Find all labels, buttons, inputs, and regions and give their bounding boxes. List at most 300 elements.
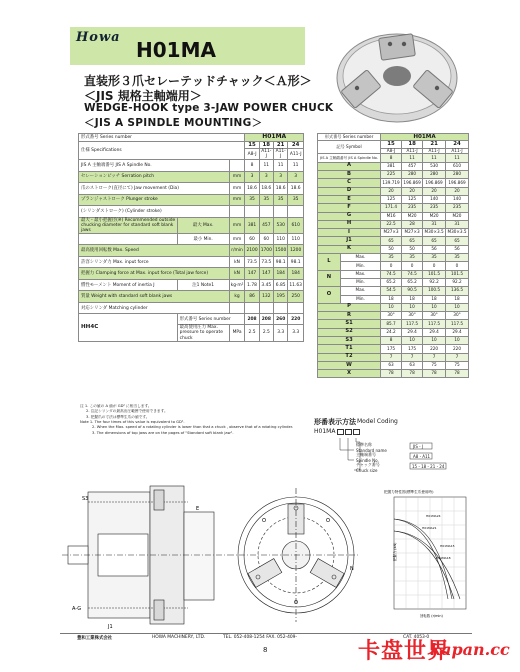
dim-row-symbol: L [318,254,341,271]
dim-row-value: 0 [423,262,446,270]
dim-row-symbol: N [318,270,341,287]
dim-row-value: 56 [423,245,446,253]
mc-line-2: チャック番号 Chuck size [356,462,380,473]
model-code-text: H01MA [314,428,336,435]
dim-row-value: 0 [402,262,423,270]
cyl-name: HH4C [79,314,178,341]
dim-row-value: 235 [446,204,469,212]
dim-row-symbol: S2 [318,328,381,336]
dim-row [318,254,469,262]
spec-row-label: 把握力 Clamping force at Max. input force (Total jaw force) [79,268,230,280]
spec-row-value: 18.6 [245,183,259,195]
spec-row-value: 35 [288,194,304,206]
spec-row-value: 3 [259,171,273,183]
spec-row-value [288,302,304,314]
dim-row [318,187,469,195]
dim-row-value: 381 [381,162,402,170]
dim-row [318,162,469,170]
dim-row-value: 75 [446,361,469,369]
dim-row-value: 280 [402,171,423,179]
spec-row-value [274,206,288,218]
dim-row-symbol: J1 [318,237,381,245]
spec-row-value: 60 [245,233,259,245]
spec-row-value: 73.5 [259,256,273,268]
spec-row-value: 184 [274,268,288,280]
spec-row-value [288,206,304,218]
model-coding-leaders [314,428,474,480]
dim-row-value: 225 [381,171,402,179]
spec-row-unit [229,160,245,172]
dim-row-value: 100.5 [423,287,446,295]
spec-row-label: 慣性モーメント Moment of inertia J [79,279,178,291]
dim-row-value: 50 [381,245,402,253]
graph-line-label: H01MA24 [426,514,441,518]
dim-row-symbol: S3 [318,336,381,344]
graph-line-label: H01MA15 [440,544,455,548]
dim-row-symbol: H [318,220,381,228]
dim-row-symbol: JIS A 主軸端番号 JIS A Spindle No. [318,154,381,162]
note-line: 3. The dimensions of top jaws are on the pages of "Standard soft blank jaw". [92,430,234,435]
dim-row-symbol: C [318,179,381,187]
dim-row-symbol: T2 [318,353,381,361]
dim-symbol-label: 記号 Symbol [318,141,381,154]
chuck-product-image [322,22,472,128]
title-jp: 直装形３爪セレーテッドチャック＜Ａ形＞ [84,74,312,88]
dim-row [318,237,469,245]
dim-row-value: 78 [381,370,402,378]
note-line: 2. 注記シリンダの最高出圧範囲で使用できます。 [86,409,168,414]
spec-row-label: 質量 Weight with standard soft blank jaws [79,291,230,303]
spec-row [79,302,304,314]
dim-row-value: 75 [423,361,446,369]
footer-tel: TEL. 052-408-1254 FAX. 052-409- [223,635,298,640]
spec-header-row [79,134,304,142]
dim-row-value: 101.5 [423,270,446,278]
dim-row [318,303,469,311]
spec-row-label: 最大・最小把握径(※) Recommended outside chucking diameter for standard soft blank jaws [79,217,178,233]
dim-row [318,336,469,344]
dim-row-value: 30° [381,312,402,320]
footer-company-en: HOWA MACHINERY, LTD. [152,635,206,640]
dim-row-value: 117.5 [446,320,469,328]
spec-row-label: (シリンダストローク) (Cylinder stroke) [79,206,230,218]
dim-row-sub: Min. [340,295,380,303]
dim-row-sub: Max. [340,270,380,278]
dim-spindle-cell: A8-J [381,148,402,154]
dim-row-value: 65 [381,237,402,245]
dim-row-value: 18 [446,295,469,303]
dim-row-value: 8 [381,336,402,344]
dim-spindle-cell: A11-J [423,148,446,154]
notes [80,404,310,436]
note-line: 3. 把握爪の寸法は標準生爪の値です。 [86,414,150,419]
dim-row-value: M20 [446,212,469,220]
spec-row-value: 98.1 [274,256,288,268]
spec-row-value: 11 [288,160,304,172]
dim-row [318,361,469,369]
dim-row-value: 175 [402,345,423,353]
dim-row-value: 7 [423,353,446,361]
spec-row [79,206,304,218]
cyl-series-label: 形式番号 Series number [177,314,245,325]
dim-row-sub: Min. [340,262,380,270]
dim-row-value: 10 [446,303,469,311]
dim-row-value: 20 [423,187,446,195]
spec-row-value: 18.6 [274,183,288,195]
dim-series-label: 形式番号 Series number [318,134,381,141]
dim-row-value: 90.5 [402,287,423,295]
spindle-cell: A11-J [288,149,304,160]
dim-row-value: 117.5 [423,320,446,328]
dim-size-cell: 18 [402,141,423,148]
dim-row-value: M16 [381,212,402,220]
dim-row-symbol: P [318,303,381,311]
spec-row-value: 2100 [245,245,259,257]
spec-row-value [245,302,259,314]
dim-row-value: 117.5 [402,320,423,328]
dim-label-ag: A-G [72,606,82,612]
spec-row-value: 147 [245,268,259,280]
spec-row-value: 35 [259,194,273,206]
dim-row-value: M27×3 [402,229,423,237]
cyl-series-row [79,314,304,325]
dim-row-symbol: F [318,204,381,212]
dim-row-value: 65 [423,237,446,245]
dim-row-symbol: R [318,312,381,320]
spec-row-value: 73.5 [245,256,259,268]
graph-line-label: H01MA21 [422,526,437,530]
dim-row-symbol: T1 [318,345,381,353]
mc-val-1: A8・A11 [413,454,431,459]
spec-row-value: 11.63 [288,279,304,291]
page-number: 8 [263,646,268,654]
dim-row-value: 235 [402,204,423,212]
size-cell: 21 [274,141,288,148]
dim-row-value: 10 [446,336,469,344]
dim-row-value: 20 [402,187,423,195]
spec-row-label: 爪のストローク(直径にて) Jaw movement (Dia) [79,183,230,195]
dim-model: H01MA [381,134,469,141]
dim-spindle-cell: A11-J [446,148,469,154]
dim-row-value: 74.5 [402,270,423,278]
cyl-press-value: 3.3 [288,325,304,341]
mc-line-1: 主軸端番号 Spindle No. [356,452,379,463]
cyl-series-value: 208 [259,314,273,325]
dim-row-sub: Max. [340,254,380,262]
dimension-table [317,133,469,378]
dim-row-symbol: D [318,187,381,195]
cyl-series-value: 260 [274,314,288,325]
subtitle-en: ＜JIS A SPINDLE MOUNTING＞ [84,117,263,129]
cyl-press-value: 3.3 [274,325,288,341]
spec-row [79,256,304,268]
clamping-force-graph [380,489,470,624]
spec-row-value [274,302,288,314]
technical-drawing [58,482,358,630]
spec-row [79,245,304,257]
dim-row-value: 101.5 [446,270,469,278]
dim-size-cell: 15 [381,141,402,148]
spec-row-sub: 注1 Note1 [177,279,229,291]
dim-row-value: 196.869 [402,179,423,187]
model-coding-title: 形番表示方法 [314,418,356,426]
dim-row-value: 78 [402,370,423,378]
spec-row-unit: mm [229,194,245,206]
spec-row-value: 8 [245,160,259,172]
spec-row [79,291,304,303]
spec-row-value: 3.45 [259,279,273,291]
dim-row-value: 220 [446,345,469,353]
dim-row-value: 18 [381,295,402,303]
dim-row-value: 35 [423,254,446,262]
dim-row [318,154,469,162]
dim-label-e: E [196,506,200,512]
dim-row [318,270,469,278]
dim-row [318,229,469,237]
spec-row [79,217,304,233]
dim-row-value: 22.5 [381,220,402,228]
dim-row-value: 74.5 [381,270,402,278]
mc-line-0: 標準名称 Standard name [356,442,387,453]
dim-row-value: M27×3 [381,229,402,237]
spec-row-unit: mm [229,217,245,233]
dim-row-value: 28 [402,220,423,228]
dim-row-value: M20 [402,212,423,220]
spec-row-unit: kg [229,291,245,303]
note-line: 2. When the Max. speed of a rotating cylinder is lower than that a chuck , observe that of a rotating cylinder. [92,425,294,430]
dim-row-value: 29.4 [402,328,423,336]
spec-row [79,183,304,195]
dim-row-value: 65 [446,237,469,245]
dim-row-sub: Max. [340,287,380,295]
series-label: 形式番号 Series number [79,134,245,142]
dim-row-value: 92.2 [446,278,469,286]
dim-row-value: 65 [402,237,423,245]
graph-xlabel: 回転数 (r/min) [420,614,443,618]
graph-title: 把握力特性図(標準生爪使用時) [384,490,434,494]
spec-row [79,160,304,172]
dim-row-symbol: W [318,361,381,369]
dim-row [318,278,469,286]
spec-row-value: 1700 [259,245,273,257]
spec-row [79,268,304,280]
spec-row-value: 98.1 [288,256,304,268]
spec-row-label: セレーションピッチ Serration pitch [79,171,230,183]
dim-row-symbol: X [318,370,381,378]
dim-label-s3: S3 [82,496,89,502]
model-coding-subtitle: Model Coding [357,418,398,425]
dim-row [318,171,469,179]
howa-logo: Howa [76,30,121,45]
dim-row [318,370,469,378]
spec-row-value: 250 [288,291,304,303]
spec-row-value: 86 [245,291,259,303]
dim-row-value: 280 [446,171,469,179]
spec-row-value: 60 [259,233,273,245]
spec-row-value: 110 [274,233,288,245]
dim-row-value: 8 [381,154,402,162]
dim-row-value: 65.2 [381,278,402,286]
cyl-press-label: 最高使用圧力 Max. pressure to operate chuck [177,325,229,341]
dim-row-value: M30×3.5 [423,229,446,237]
dim-row-value: 11 [423,154,446,162]
graph-ylabel: 把握力 (kN) [393,542,397,561]
dim-row-value: 35 [446,254,469,262]
dim-row-value: 78 [446,370,469,378]
spec-row-value: 18.6 [259,183,273,195]
spec-row-value: 457 [259,217,273,233]
spec-row-label: 許容シリンダ力 Max. input force [79,256,230,268]
subtitle-jp: ＜JIS 規格主軸端用＞ [84,89,202,103]
watermark-cn: 卡盘世界 [358,639,451,664]
dim-row-value: 196.869 [423,179,446,187]
dim-size-cell: 24 [446,141,469,148]
dim-row-value: 78 [423,370,446,378]
dim-row-value: 30° [402,312,423,320]
mc-val-2: 15・18・21・24 [412,464,445,469]
dim-row-value: 30° [446,312,469,320]
spindle-cell: A8-J [245,149,259,160]
spec-row-label: 対応シリンダ Matching cylinder [79,302,230,314]
dim-row-value: 31 [446,220,469,228]
spec-row-label: プランジャストローク Plunger stroke [79,194,230,206]
dim-row-value: 35 [381,254,402,262]
dim-row-symbol: A [318,162,381,170]
dim-row-value: 20 [446,187,469,195]
spec-row-value: 3 [288,171,304,183]
spec-row-value: 1200 [288,245,304,257]
dim-row-value: 63 [381,361,402,369]
spec-row-value: 11 [274,160,288,172]
mc-val-0: JIS - J [413,444,424,449]
spec-row-unit [229,206,245,218]
dim-row [318,195,469,203]
dim-row-value: 235 [423,204,446,212]
size-cell: 18 [259,141,273,148]
spec-row-value: 195 [274,291,288,303]
title-en: WEDGE-HOOK type 3-JAW POWER CHUCK [84,102,334,114]
spec-row-label: 最高使用回転数 Max. Speed [79,245,230,257]
spec-row-sub: 最大 Max. [177,217,229,233]
dim-row [318,220,469,228]
dim-row [318,295,469,303]
dim-row-value: 85.7 [381,320,402,328]
spec-table [78,133,304,342]
dim-row-value: 140 [446,195,469,203]
dim-row-value: 29.4 [423,328,446,336]
dim-row [318,204,469,212]
dim-row-value: 220 [423,345,446,353]
spec-row-value: 18.6 [288,183,304,195]
dim-label-n: N [350,566,354,572]
spec-row-value: 184 [288,268,304,280]
dim-row-symbol: S1 [318,320,381,328]
dim-row [318,312,469,320]
dim-row-value: 10 [402,303,423,311]
spec-row-value: 110 [288,233,304,245]
dim-row-symbol: I [318,229,381,237]
spec-row-unit: mm [229,183,245,195]
dim-size-cell: 21 [423,141,446,148]
dim-row-value: 175 [381,345,402,353]
spec-row-value [259,206,273,218]
cyl-press-unit: MPa [229,325,245,341]
dim-row [318,287,469,295]
dim-row-value: 63 [402,361,423,369]
dim-row-value: 11 [402,154,423,162]
spindle-cell: A11-J [274,149,288,160]
dim-row-value: M30×3.5 [446,229,469,237]
dim-row-symbol: E [318,195,381,203]
dim-row-value: 136.5 [446,287,469,295]
spec-row [79,233,304,245]
spec-row-unit: kN [229,268,245,280]
dim-row-value: 31 [423,220,446,228]
cyl-series-value: 208 [245,314,259,325]
spec-row-unit: kg·m² [229,279,245,291]
spec-row [79,279,304,291]
spec-row [79,171,304,183]
spec-row-value: 1500 [274,245,288,257]
dim-row [318,212,469,220]
dim-row-value: 0 [381,262,402,270]
spec-row-value: 11 [259,160,273,172]
spec-row-value: 3 [274,171,288,183]
dim-row-value: 10 [402,336,423,344]
spec-row-value: 3 [245,171,259,183]
note-line: 注 1. この値の A 値が GD² に相当します。 [80,404,152,408]
dim-row-sub: Min. [340,278,380,286]
spec-row-label [79,233,178,245]
cyl-press-value: 2.5 [245,325,259,341]
spindle-cell: A11-J [259,149,273,160]
dim-row [318,179,469,187]
dim-row-value: M20 [423,212,446,220]
dim-row-value: 140 [423,195,446,203]
dim-row-value: 92.2 [423,278,446,286]
footer-cat: CAT. 4053-0 [403,635,430,640]
dim-header-row [318,134,469,141]
dim-row-value: 29.4 [446,328,469,336]
dim-row [318,345,469,353]
dim-row [318,262,469,270]
dim-row-value: 196.869 [446,179,469,187]
spec-row-value: 35 [245,194,259,206]
dim-row-value: 125 [381,195,402,203]
dim-row-value: 610 [446,162,469,170]
page-title: H01MA [136,38,216,62]
series-model: H01MA [245,134,304,142]
dim-row-value: 56 [446,245,469,253]
dim-row-value: 11 [446,154,469,162]
dim-row [318,320,469,328]
size-cell: 15 [245,141,259,148]
spec-row-unit: mm [229,233,245,245]
dim-row-value: 7 [381,353,402,361]
dim-row-value: 18 [402,295,423,303]
dim-row-value: 24.2 [381,328,402,336]
cyl-series-value: 220 [288,314,304,325]
dim-row-value: 280 [423,171,446,179]
watermark-url: kapan.cc [430,640,510,659]
dim-row [318,328,469,336]
dim-row-symbol: O [318,287,341,304]
spec-row-unit: r/min [229,245,245,257]
dim-row-value: 50 [402,245,423,253]
dim-row-value: 18 [423,295,446,303]
spec-row-unit: kN [229,256,245,268]
dim-row-symbol: B [318,171,381,179]
